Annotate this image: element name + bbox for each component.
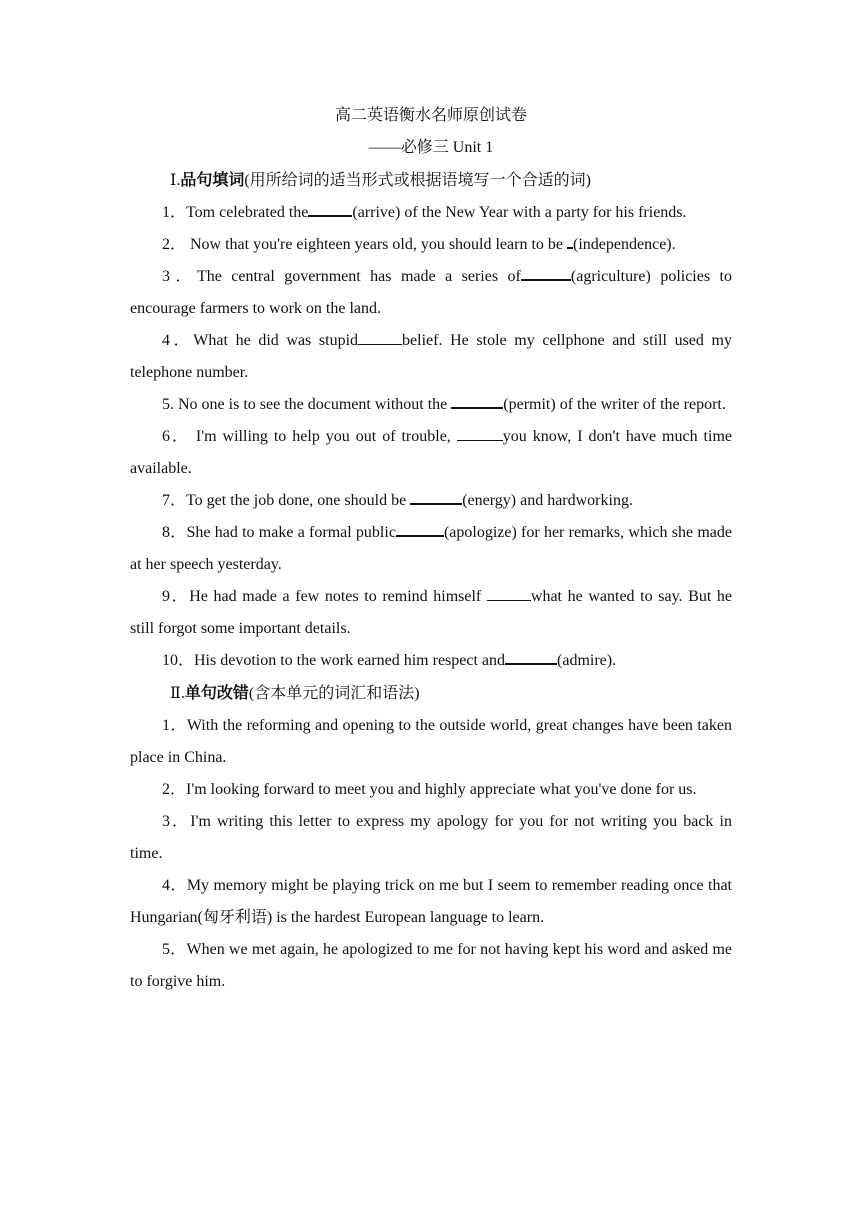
answer-blank[interactable] xyxy=(396,521,444,537)
question-2-4: 4．My memory might be playing trick on me but I seem to remember reading once that Hungarian(匈牙利语) is the hardest European language to learn. xyxy=(130,877,732,926)
question-2-1: 1．With the reforming and opening to the outside world, great changes have been taken place in China. xyxy=(130,717,732,766)
document-subtitle: ——必修三 Unit 1 xyxy=(368,139,494,156)
section-1-heading xyxy=(130,164,732,197)
section-1-title: 品句填词 xyxy=(180,172,245,189)
question-1-5: 5. No one is to see the document without the (permit) of the writer of the report. xyxy=(130,389,732,421)
section-2-note: (含本单元的词汇和语法) xyxy=(248,685,420,702)
answer-blank[interactable] xyxy=(487,586,531,601)
section-2-heading xyxy=(130,677,732,710)
question-1-9: 9．He had made a few notes to remind himself what he wanted to say. But he still forgot some important details. xyxy=(130,588,732,637)
answer-blank[interactable] xyxy=(308,201,352,217)
document-title: 高二英语衡水名师原创试卷 xyxy=(334,107,527,124)
question-2-5: 5．When we met again, he apologized to me for not having kept his word and asked me to forgive him. xyxy=(130,941,732,990)
question-1-2: 2． Now that you're eighteen years old, you should learn to be (independence). xyxy=(130,229,732,261)
document-page xyxy=(130,100,732,998)
answer-blank[interactable] xyxy=(521,265,571,281)
question-1-3: 3．The central government has made a series of (agriculture) policies to encourage farmers to work on the land. xyxy=(130,261,732,325)
question-1-6: 6． I'm willing to help you out of trouble, you know, I don't have much time available. xyxy=(130,428,732,477)
question-2-2: 2．I'm looking forward to meet you and highly appreciate what you've done for us. xyxy=(162,781,697,798)
question-1-10: 10．His devotion to the work earned him respect and (admire). xyxy=(130,645,732,677)
question-1-7: 7．To get the job done, one should be (energy) and hardworking. xyxy=(130,485,732,517)
question-2-3: 3．I'm writing this letter to express my apology for you for not writing you back in time. xyxy=(130,813,732,862)
question-1-1: 1．Tom celebrated the (arrive) of the New Year with a party for his friends. xyxy=(130,197,732,229)
question-1-4: 4．What he did was stupid belief. He stole my cellphone and still used my telephone number. xyxy=(130,332,732,381)
section-1-number: Ⅰ. xyxy=(170,172,181,189)
section-2-title: 单句改错 xyxy=(184,685,249,702)
question-1-8: 8．She had to make a formal public (apologize) for her remarks, which she made at her speech yesterday. xyxy=(130,517,732,581)
answer-blank[interactable] xyxy=(358,330,402,345)
section-2-number: Ⅱ. xyxy=(170,685,185,702)
answer-blank[interactable] xyxy=(505,649,557,665)
answer-blank[interactable] xyxy=(457,426,503,441)
answer-blank[interactable] xyxy=(451,393,503,409)
answer-blank[interactable] xyxy=(410,489,462,505)
section-1-note: (用所给词的适当形式或根据语境写一个合适的词) xyxy=(244,172,592,189)
